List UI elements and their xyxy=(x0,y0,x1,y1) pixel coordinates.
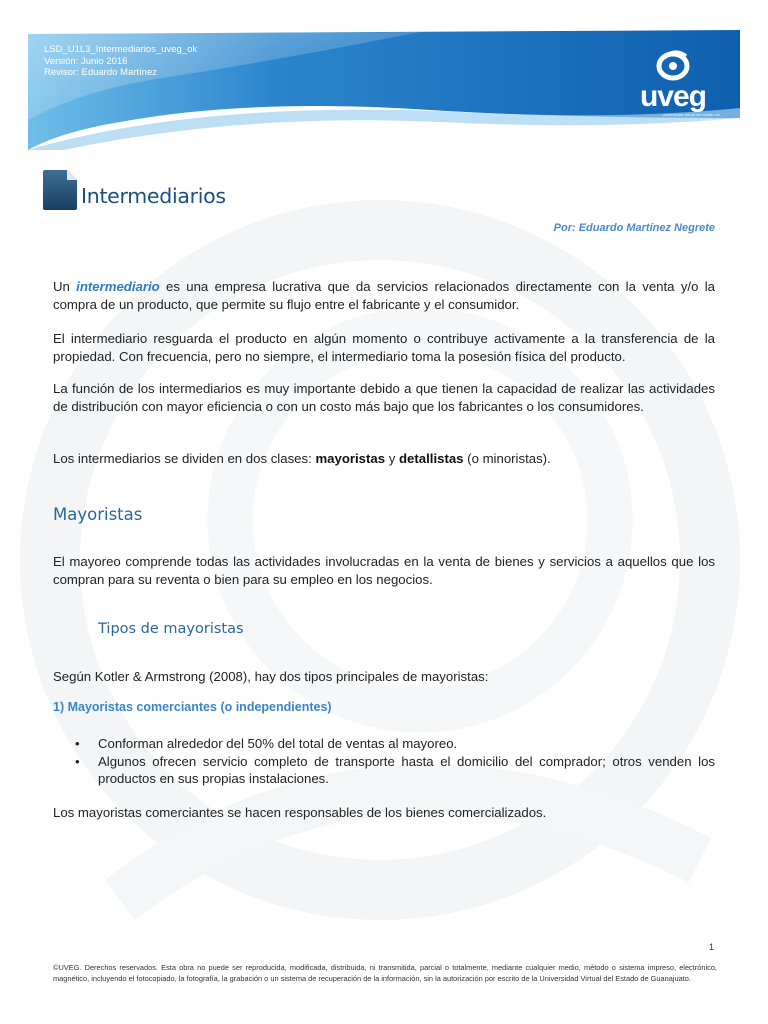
intro-paragraph-2: El intermediario resguarda el producto en algún momento o contribuye activamente a la transferencia de la propiedad. Con frecuencia, pero no siempre, el intermediario toma la posesión física del producto. xyxy=(53,331,715,364)
text: (o minoristas). xyxy=(463,451,551,466)
text: Los intermediarios se dividen en dos clases: xyxy=(53,451,316,466)
logo-wordmark: uveg xyxy=(639,80,707,113)
author-line: Por: Eduardo Martínez Negrete xyxy=(553,222,715,234)
text: y xyxy=(385,451,399,466)
section-heading-mayoristas: Mayoristas xyxy=(53,505,143,524)
logo-subtext: universidad virtual del estado de guanajuato xyxy=(662,112,720,122)
list-item xyxy=(53,735,715,753)
document-reviewer: Revisor: Eduardo Martínez xyxy=(44,67,157,78)
document-code: LSD_U1L3_Intermediarios_uveg_ok xyxy=(44,44,198,55)
document-icon xyxy=(43,170,77,210)
text: Un xyxy=(53,279,77,294)
page-number: 1 xyxy=(708,942,714,952)
list-item-text: Conforman alrededor del 50% del total de ventas al mayoreo. xyxy=(98,736,458,751)
bold-term-mayoristas: mayoristas xyxy=(315,451,386,466)
text: es una empresa lucrativa que da servicios relacionados directamente con la venta y/o la compra de un producto, que permite su flujo entre el fabricante y el consumidor. xyxy=(53,279,715,312)
sub-heading-comerciantes: 1) Mayoristas comerciantes (o independientes) xyxy=(53,700,332,714)
bullet-icon: • xyxy=(75,736,80,751)
subsection-heading-tipos: Tipos de mayoristas xyxy=(98,621,244,637)
list-item xyxy=(53,753,715,788)
copyright-footer: ©UVEG. Derechos reservados. Esta obra no puede ser reproducida, modificada, distribuida, ni transmitida, parcial o totalmente, mediante cualquier medio, método o sistema impreso, electrónico, magnético, incluyendo el fotocopiado, la fotografía, la grabación o un sistema de recuperación de la información, sin la autorización por escrito de la Universidad Virtual del Estado de Guanajuato. xyxy=(53,963,717,983)
bold-term-detallistas: detallistas xyxy=(399,451,464,466)
tipos-paragraph: Según Kotler & Armstrong (2008), hay dos tipos principales de mayoristas: xyxy=(53,669,489,684)
uveg-logo xyxy=(628,44,728,122)
intro-paragraph-1 xyxy=(53,278,715,313)
bullet-icon: • xyxy=(75,753,80,769)
document-version: Versión: Junio 2016 xyxy=(44,55,128,67)
list-item-text: Algunos ofrecen servicio completo de transporte hasta el domicilio del comprador; otros venden los productos en sus propias instalaciones. xyxy=(98,753,715,786)
intro-paragraph-4 xyxy=(53,450,715,468)
logo-swirl-icon xyxy=(628,44,718,84)
document-metadata xyxy=(44,44,197,79)
closing-paragraph: Los mayoristas comerciantes se hacen responsables de los bienes comercializados. xyxy=(53,805,547,820)
page-title: Intermediarios xyxy=(81,184,226,208)
bullet-list xyxy=(53,735,715,788)
intro-paragraph-3: La función de los intermediarios es muy importante debido a que tienen la capacidad de realizar las actividades de distribución con mayor eficiencia o con un costo más bajo que los fabricantes o los consumidores. xyxy=(53,381,715,414)
highlight-term: intermediario xyxy=(76,279,160,294)
mayoristas-paragraph: El mayoreo comprende todas las actividades involucradas en la venta de bienes y servicios a aquellos que los compran para su reventa o bien para su empleo en los negocios. xyxy=(53,554,715,587)
